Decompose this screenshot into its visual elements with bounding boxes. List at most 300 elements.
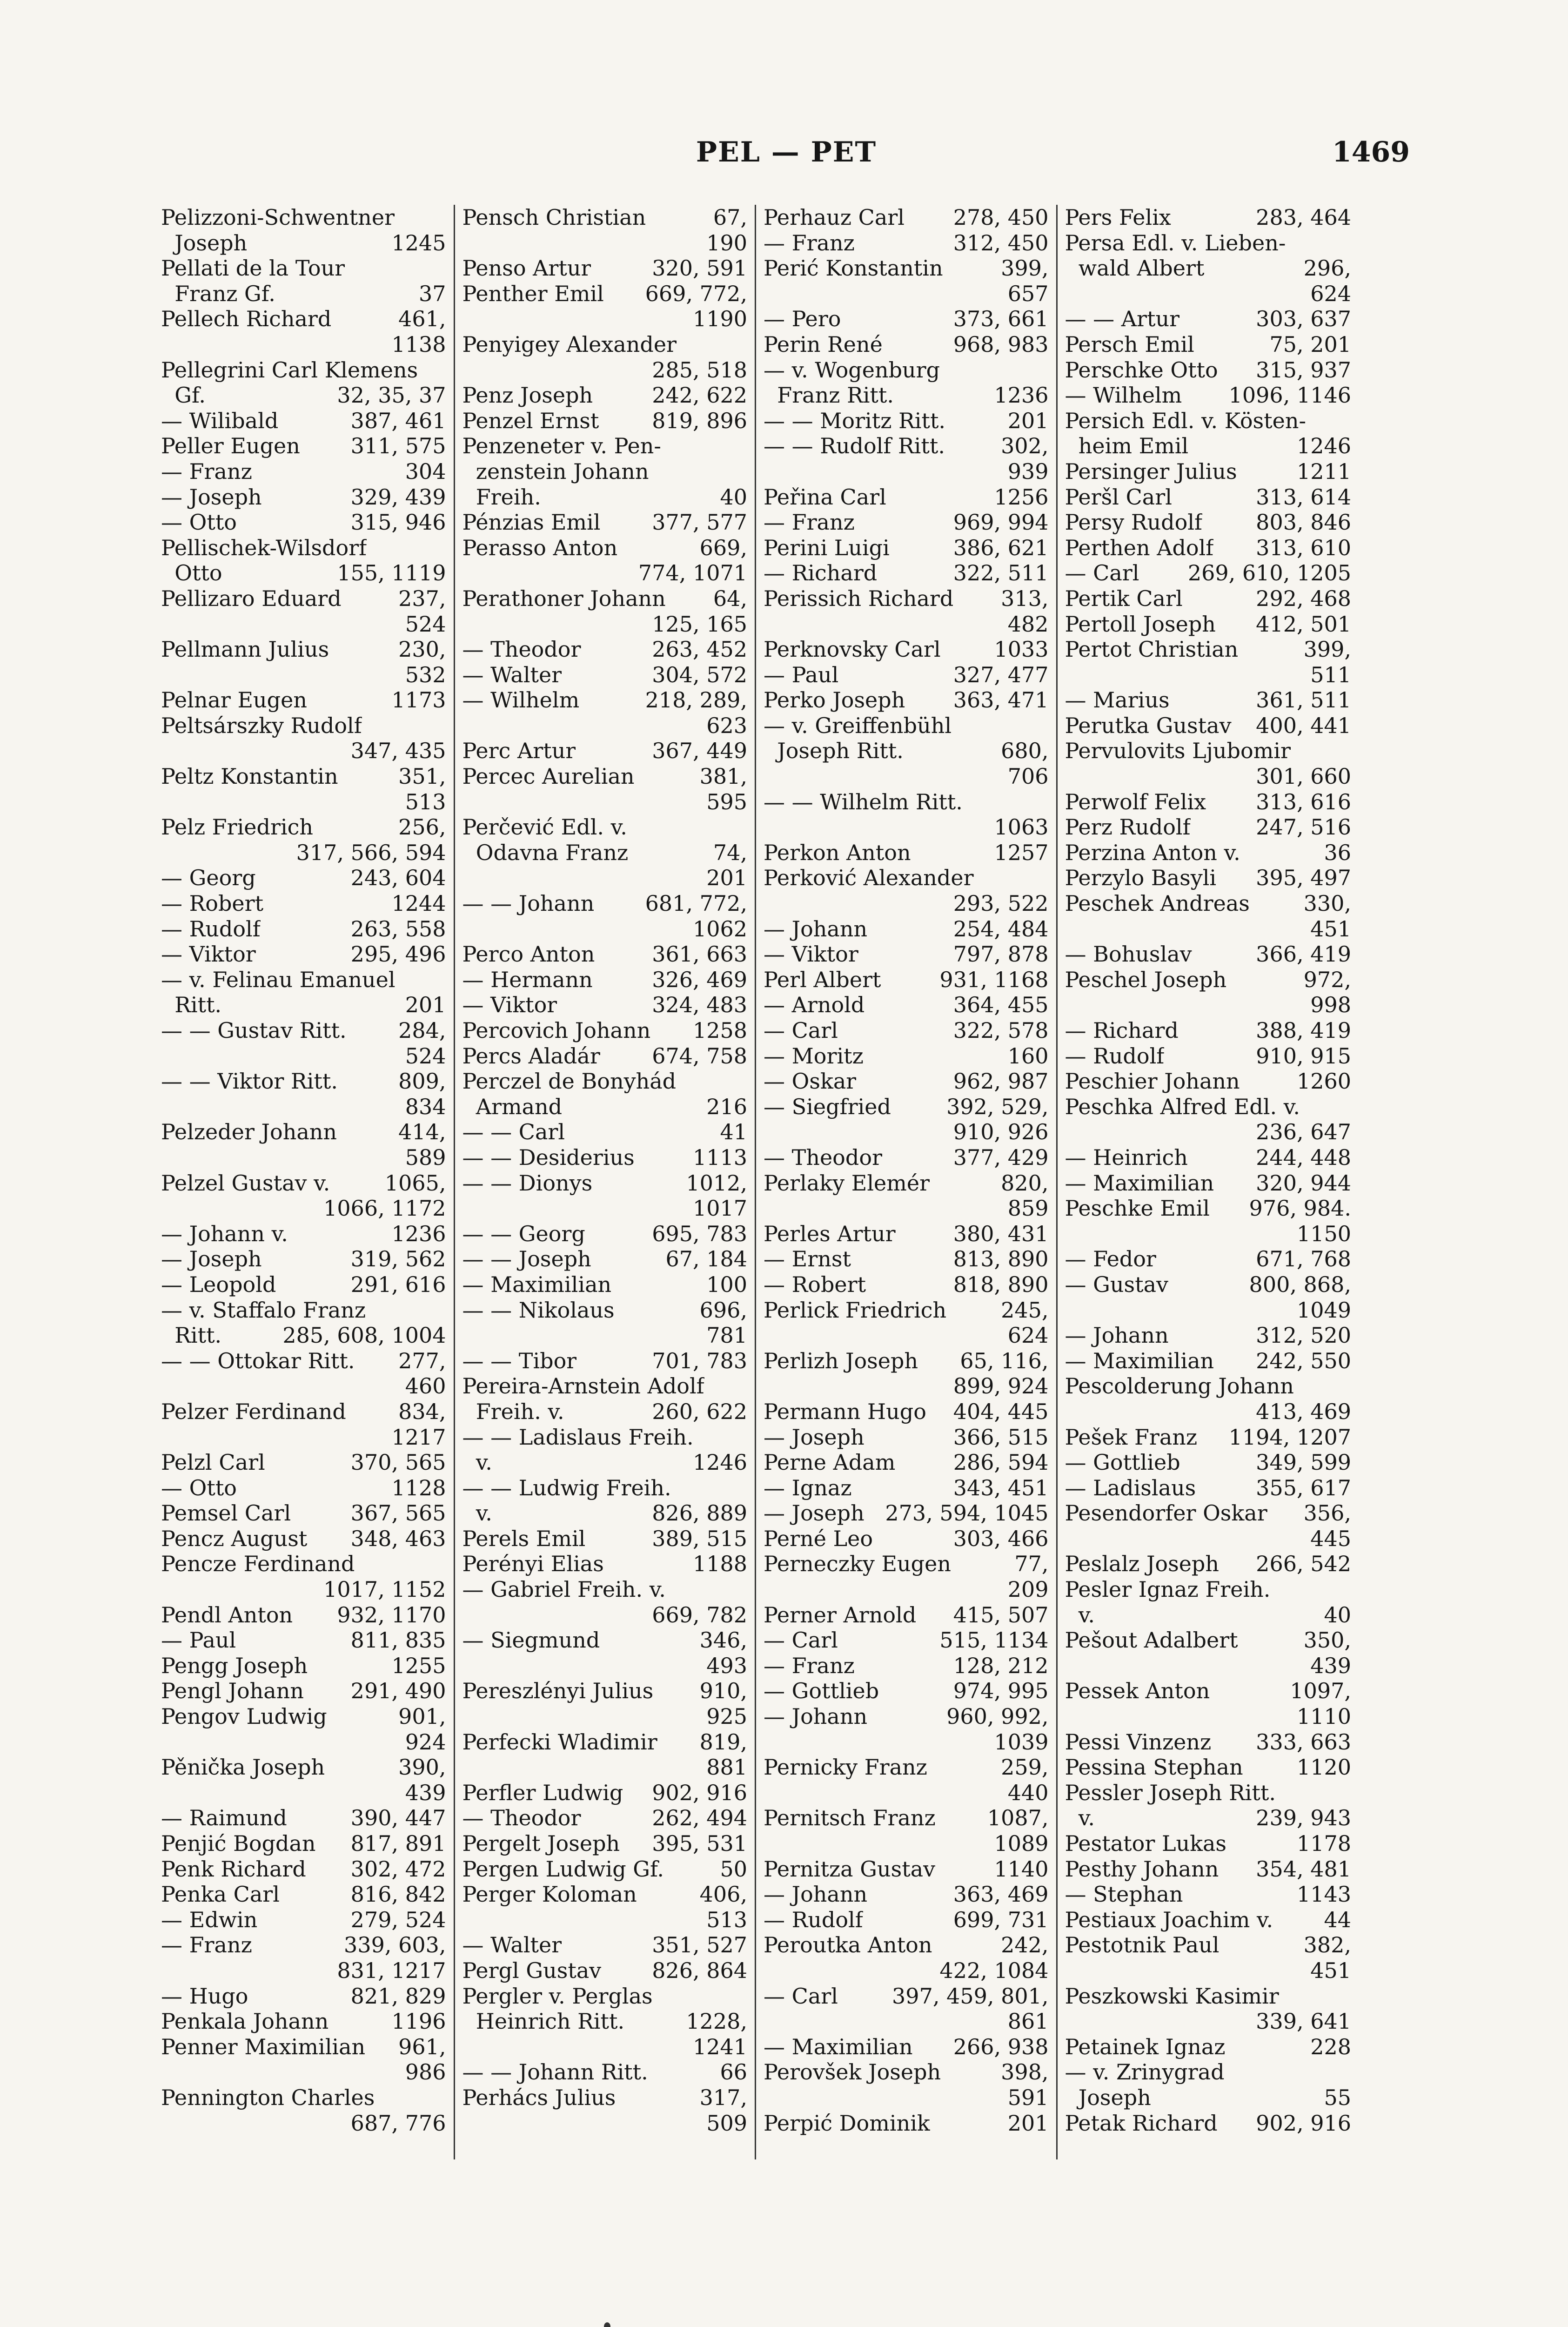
entry-page-refs: 382, — [1303, 1932, 1352, 1958]
entry-name: — — Viktor Ritt. — [161, 1069, 338, 1094]
index-entry — [1065, 1551, 1351, 1577]
entry-name: — Wilhelm — [462, 687, 580, 713]
index-entry — [764, 1119, 1049, 1145]
entry-page-refs: 669, 772, — [645, 281, 748, 306]
index-entry — [764, 1678, 1049, 1704]
entry-page-refs: 1128 — [391, 1475, 446, 1500]
entry-page-refs: 319, 562 — [350, 1246, 446, 1272]
index-entry — [462, 1958, 748, 1984]
index-entry — [1065, 1221, 1351, 1247]
entry-page-refs: 259, — [1001, 1755, 1049, 1780]
entry-name: — — Ottokar Ritt. — [161, 1348, 355, 1373]
entry-name: Peschek Andreas — [1065, 891, 1250, 916]
entry-page-refs: 36 — [1324, 840, 1352, 865]
entry-page-refs: 671, 768 — [1256, 1246, 1352, 1272]
entry-name: Pernitza Gustav — [764, 1856, 936, 1882]
entry-page-refs: 706 — [1007, 764, 1049, 789]
entry-page-refs: 826, 864 — [652, 1957, 748, 1983]
entry-name: Peschka Alfred Edl. v. — [1065, 1094, 1300, 1119]
index-entry — [1065, 840, 1351, 866]
entry-name: Persich Edl. v. Kösten- — [1065, 408, 1307, 433]
index-entry — [764, 2034, 1049, 2060]
entry-page-refs: 44 — [1324, 1907, 1352, 1932]
index-entry — [1065, 2085, 1351, 2111]
index-entry — [1065, 357, 1351, 383]
entry-page-refs: 1190 — [692, 306, 748, 332]
entry-name: Perković Alexander — [764, 865, 974, 891]
entry-page-refs — [1348, 1984, 1351, 2009]
index-entry — [1065, 1678, 1351, 1704]
index-entry — [1065, 865, 1351, 891]
index-entry — [462, 1475, 748, 1501]
entry-page-refs: 902, 916 — [1256, 2110, 1352, 2136]
entry-page-refs: 64, — [713, 585, 748, 611]
index-entry — [1065, 1755, 1351, 1780]
entry-name: Perissich Richard — [764, 585, 954, 611]
index-entry — [1065, 1323, 1351, 1348]
entry-name: v. — [1065, 1805, 1095, 1831]
entry-page-refs: 493 — [706, 1653, 748, 1678]
entry-name: — v. Staffalo Franz — [161, 1297, 366, 1323]
index-entry — [1065, 1399, 1351, 1425]
entry-page-refs: 623 — [706, 713, 748, 738]
index-columns — [154, 205, 1359, 2159]
index-entry — [462, 1500, 748, 1526]
entry-name: Pergl Gustav — [462, 1957, 602, 1983]
entry-page-refs: 269, 610, 1205 — [1187, 560, 1352, 586]
entry-page-refs: 1110 — [1296, 1704, 1352, 1729]
entry-name: Perkon Anton — [764, 840, 911, 865]
entry-page-refs: 390, — [398, 1755, 446, 1780]
entry-page-refs: 283, 464 — [1256, 205, 1352, 230]
entry-page-refs: 302, 472 — [350, 1856, 446, 1882]
entry-page-refs: 511 — [1310, 662, 1352, 687]
index-entry — [1065, 1805, 1351, 1831]
entry-name: Freih. — [462, 484, 541, 510]
index-entry — [462, 637, 748, 662]
entry-page-refs: 834 — [405, 1094, 446, 1119]
index-entry — [462, 916, 748, 942]
index-entry — [462, 2111, 748, 2136]
entry-page-refs: 1066, 1172 — [323, 1196, 446, 1221]
index-entry — [462, 1526, 748, 1552]
entry-name: — Robert — [764, 1271, 866, 1297]
index-entry — [462, 1043, 748, 1069]
entry-name: — — Nikolaus — [462, 1297, 615, 1323]
entry-name: — Viktor — [764, 942, 858, 967]
index-entry — [161, 1602, 446, 1628]
index-entry — [764, 586, 1049, 612]
entry-page-refs: 811, 835 — [350, 1628, 446, 1653]
entry-name: Peslalz Joseph — [1065, 1551, 1220, 1577]
entry-name: Perwolf Felix — [1065, 789, 1206, 814]
entry-name: — — Dionys — [462, 1170, 593, 1196]
entry-page-refs: 364, 455 — [953, 992, 1049, 1018]
index-entry — [764, 1500, 1049, 1526]
entry-page-refs: 1217 — [391, 1424, 446, 1450]
entry-name: Freih. v. — [462, 1399, 564, 1424]
index-entry — [1065, 1729, 1351, 1755]
entry-page-refs: 397, 459, 801, — [892, 1983, 1049, 2009]
index-entry — [1065, 1704, 1351, 1729]
entry-page-refs: 1194, 1207 — [1228, 1424, 1352, 1450]
entry-page-refs: 201 — [706, 865, 748, 891]
entry-name: — Joseph — [764, 1424, 864, 1450]
entry-page-refs: 910, 915 — [1256, 1043, 1352, 1069]
entry-name: Peroutka Anton — [764, 1932, 932, 1958]
entry-page-refs: 50 — [720, 1856, 748, 1882]
entry-name: — — Wilhelm Ritt. — [764, 789, 963, 814]
index-entry — [1065, 1298, 1351, 1323]
index-entry — [161, 1882, 446, 1907]
index-entry — [1065, 1882, 1351, 1907]
entry-name: Penther Emil — [462, 281, 604, 306]
index-entry — [1065, 1170, 1351, 1196]
index-entry — [161, 1425, 446, 1450]
entry-page-refs: 273, 594, 1045 — [885, 1500, 1049, 1526]
entry-page-refs: 317, — [699, 2085, 748, 2110]
index-entry — [161, 789, 446, 815]
entry-name: — Theodor — [764, 1144, 883, 1170]
entry-page-refs: 347, 435 — [350, 738, 446, 764]
index-entry — [1065, 1628, 1351, 1653]
index-entry — [161, 967, 446, 993]
entry-name: Percec Aurelian — [462, 764, 635, 789]
index-entry — [1065, 1373, 1351, 1399]
index-entry — [161, 1526, 446, 1552]
entry-name: — Johann — [764, 1704, 868, 1729]
entry-page-refs: 348, 463 — [350, 1526, 446, 1551]
entry-page-refs: 509 — [706, 2110, 748, 2136]
entry-name: — Gottlieb — [1065, 1450, 1180, 1475]
entry-page-refs: 482 — [1007, 611, 1049, 637]
entry-name: — Richard — [1065, 1018, 1179, 1043]
index-entry — [764, 814, 1049, 840]
index-entry — [1065, 2059, 1351, 2085]
index-entry — [764, 1551, 1049, 1577]
entry-name: Pénzias Emil — [462, 510, 601, 535]
entry-page-refs: 1138 — [391, 331, 446, 357]
entry-page-refs: 245, — [1001, 1297, 1049, 1323]
entry-name: — Viktor — [161, 942, 256, 967]
index-entry — [1065, 1094, 1351, 1120]
index-entry — [161, 433, 446, 459]
index-entry — [764, 256, 1049, 281]
index-entry — [1065, 1500, 1351, 1526]
entry-page-refs: 818, 890 — [953, 1271, 1049, 1297]
index-entry — [462, 1856, 748, 1882]
entry-page-refs: 242, — [1001, 1932, 1049, 1958]
index-entry — [1065, 1958, 1351, 1984]
entry-page-refs: 461, — [398, 306, 446, 332]
entry-name: — Oskar — [764, 1069, 857, 1094]
entry-name: Pesler Ignaz Freih. — [1065, 1577, 1271, 1602]
entry-name: Joseph — [1065, 2085, 1151, 2110]
entry-page-refs: 285, 518 — [652, 357, 748, 383]
entry-page-refs: 66 — [720, 2059, 748, 2085]
entry-name: wald Albert — [1065, 256, 1205, 281]
entry-page-refs: 355, 617 — [1256, 1475, 1352, 1500]
index-entry — [161, 408, 446, 434]
entry-name: — Georg — [161, 865, 256, 891]
entry-name: — — Desiderius — [462, 1144, 635, 1170]
entry-page-refs: 674, 758 — [652, 1043, 748, 1069]
entry-name: zenstein Johann — [462, 458, 649, 484]
index-entry — [462, 306, 748, 332]
entry-page-refs: 809, — [398, 1069, 446, 1094]
entry-page-refs: 680, — [1001, 738, 1049, 764]
index-entry — [161, 1399, 446, 1425]
entry-name: v. — [1065, 1602, 1095, 1628]
entry-page-refs: 388, 419 — [1256, 1018, 1352, 1043]
entry-page-refs: 451 — [1310, 1957, 1352, 1983]
entry-page-refs: 295, 496 — [350, 942, 446, 967]
entry-page-refs: 1097, — [1290, 1678, 1352, 1704]
entry-name: — Leopold — [161, 1271, 276, 1297]
index-entry — [1065, 1272, 1351, 1298]
index-entry — [764, 967, 1049, 993]
index-entry — [764, 1221, 1049, 1247]
index-entry — [161, 560, 446, 586]
index-entry — [764, 408, 1049, 434]
index-entry — [764, 764, 1049, 789]
entry-page-refs — [1348, 2059, 1351, 2085]
index-entry — [1065, 637, 1351, 662]
index-entry — [462, 1373, 748, 1399]
entry-page-refs — [744, 1577, 747, 1602]
entry-name: Peltz Konstantin — [161, 764, 338, 789]
index-entry — [1065, 459, 1351, 484]
entry-page-refs: 414, — [398, 1119, 446, 1145]
index-entry — [161, 764, 446, 789]
entry-name: Perknovsky Carl — [764, 637, 941, 662]
entry-name: Pelzl Carl — [161, 1450, 265, 1475]
entry-page-refs — [443, 357, 446, 383]
index-entry — [161, 1551, 446, 1577]
entry-page-refs: 1096, 1146 — [1228, 383, 1352, 408]
entry-name: Penner Maximilian — [161, 2034, 366, 2059]
index-entry — [462, 2059, 748, 2085]
entry-name: Perko Joseph — [764, 687, 905, 713]
entry-page-refs: 899, 924 — [953, 1373, 1049, 1399]
entry-page-refs: 304, 572 — [652, 662, 748, 687]
entry-page-refs: 817, 891 — [350, 1831, 446, 1856]
index-entry — [161, 1094, 446, 1120]
index-entry — [161, 1348, 446, 1374]
index-entry — [764, 1373, 1049, 1399]
entry-page-refs: 363, 471 — [953, 687, 1049, 713]
index-entry — [764, 510, 1049, 535]
index-entry — [462, 1221, 748, 1247]
entry-page-refs: 591 — [1007, 2085, 1049, 2110]
index-entry — [764, 1323, 1049, 1348]
entry-page-refs: 445 — [1310, 1526, 1352, 1551]
index-entry — [1065, 433, 1351, 459]
index-entry — [462, 1018, 748, 1043]
entry-name: Pelzer Ferdinand — [161, 1399, 346, 1424]
index-entry — [462, 840, 748, 866]
index-entry — [764, 357, 1049, 383]
entry-name: Pernicky Franz — [764, 1755, 927, 1780]
entry-page-refs: 412, 501 — [1256, 611, 1352, 637]
entry-name: Perčević Edl. v. — [462, 814, 627, 840]
entry-page-refs: 924 — [405, 1729, 446, 1755]
index-entry — [462, 1425, 748, 1450]
entry-page-refs: 687, 776 — [350, 2110, 446, 2136]
index-entry — [1065, 1831, 1351, 1856]
entry-name: — — Carl — [462, 1119, 565, 1145]
index-entry — [462, 2034, 748, 2060]
entry-page-refs: 242, 622 — [652, 383, 748, 408]
index-entry — [462, 891, 748, 916]
entry-page-refs: 395, 497 — [1256, 865, 1352, 891]
index-entry — [462, 1246, 748, 1272]
entry-page-refs: 313, 616 — [1256, 789, 1352, 814]
entry-page-refs — [1348, 1780, 1351, 1806]
entry-page-refs: 216 — [706, 1094, 748, 1119]
index-entry — [161, 942, 446, 967]
index-entry — [1065, 2009, 1351, 2034]
index-column-4 — [1058, 205, 1359, 2159]
entry-name: Perhauz Carl — [764, 205, 905, 230]
index-entry — [161, 840, 446, 866]
index-entry — [161, 1069, 446, 1094]
entry-page-refs: 317, 566, 594 — [296, 840, 446, 865]
entry-page-refs: 228 — [1310, 2034, 1352, 2059]
entry-page-refs — [744, 814, 747, 840]
index-entry — [462, 1348, 748, 1374]
entry-name: Franz Ritt. — [764, 383, 894, 408]
entry-page-refs: 351, 527 — [652, 1932, 748, 1958]
entry-page-refs: 377, 577 — [652, 510, 748, 535]
index-column-2 — [455, 205, 757, 2159]
entry-page-refs: 532 — [405, 662, 446, 687]
index-entry — [161, 2034, 446, 2060]
entry-page-refs — [1348, 738, 1351, 764]
index-entry — [1065, 560, 1351, 586]
entry-page-refs: 1241 — [692, 2034, 748, 2059]
entry-name: — Gabriel Freih. v. — [462, 1577, 666, 1602]
entry-name: — — Ladislaus Freih. — [462, 1424, 694, 1450]
index-entry — [161, 1043, 446, 1069]
entry-name: — Pero — [764, 306, 841, 332]
entry-name: v. — [462, 1450, 492, 1475]
entry-page-refs: 303, 637 — [1256, 306, 1352, 332]
entry-page-refs — [744, 1425, 747, 1450]
entry-page-refs: 201 — [1007, 2110, 1049, 2136]
entry-name: — v. Felinau Emanuel — [161, 967, 395, 992]
entry-name: Franz Gf. — [161, 281, 275, 306]
entry-name: Pessek Anton — [1065, 1678, 1210, 1704]
entry-page-refs: 902, 916 — [652, 1780, 748, 1805]
entry-name: — Robert — [161, 891, 264, 916]
index-entry — [161, 281, 446, 307]
entry-page-refs: 695, 783 — [652, 1221, 748, 1246]
entry-page-refs: 209 — [1007, 1577, 1049, 1602]
entry-page-refs — [1348, 230, 1351, 256]
entry-name: — Maximilian — [764, 2034, 913, 2059]
index-entry — [462, 1602, 748, 1628]
entry-page-refs: 324, 483 — [652, 992, 748, 1018]
entry-page-refs: 292, 468 — [1256, 585, 1352, 611]
entry-name: Peschel Joseph — [1065, 967, 1227, 992]
entry-name: Ritt. — [161, 1323, 222, 1348]
entry-page-refs: 1246 — [1296, 433, 1352, 459]
entry-page-refs: 327, 477 — [953, 662, 1049, 687]
entry-name: — — Moritz Ritt. — [764, 408, 946, 433]
entry-name: — Ernst — [764, 1246, 851, 1272]
entry-name: Armand — [462, 1094, 563, 1119]
entry-name: Perfecki Wladimir — [462, 1729, 657, 1755]
entry-page-refs: 312, 450 — [953, 230, 1049, 256]
index-column-1 — [154, 205, 455, 2159]
entry-name: — — Johann Ritt. — [462, 2059, 648, 2085]
entry-page-refs: 399, — [1303, 637, 1352, 662]
index-entry — [161, 1196, 446, 1221]
entry-name: — Gottlieb — [764, 1678, 879, 1704]
entry-name: Perne Adam — [764, 1450, 896, 1475]
entry-page-refs: 925 — [706, 1704, 748, 1729]
entry-name: Pereszlényi Julius — [462, 1678, 654, 1704]
entry-page-refs: 67, — [713, 205, 748, 230]
entry-page-refs: 303, 466 — [953, 1526, 1049, 1551]
entry-page-refs: 291, 616 — [350, 1271, 446, 1297]
entry-name: Pesendorfer Oskar — [1065, 1500, 1267, 1526]
entry-name: — Carl — [764, 1983, 838, 2009]
entry-page-refs: 910, — [699, 1678, 748, 1704]
index-entry — [1065, 332, 1351, 357]
index-entry — [462, 357, 748, 383]
index-entry — [161, 230, 446, 256]
index-entry — [161, 1780, 446, 1806]
entry-page-refs: 278, 450 — [953, 205, 1049, 230]
entry-name: — Franz — [764, 230, 855, 256]
index-entry — [462, 1399, 748, 1425]
entry-page-refs: 201 — [1007, 408, 1049, 433]
index-entry — [462, 687, 748, 713]
entry-page-refs: 513 — [405, 789, 446, 814]
entry-page-refs: 624 — [1007, 1323, 1049, 1348]
entry-page-refs: 254, 484 — [953, 916, 1049, 942]
index-entry — [1065, 713, 1351, 739]
entry-name: — — Joseph — [462, 1246, 591, 1272]
entry-page-refs: 37 — [418, 281, 446, 306]
entry-name: — v. Zrinygrad — [1065, 2059, 1225, 2085]
index-entry — [764, 1425, 1049, 1450]
entry-name: — Theodor — [462, 1805, 581, 1831]
entry-page-refs — [443, 205, 446, 230]
index-entry — [764, 1958, 1049, 1984]
index-entry — [161, 1450, 446, 1475]
index-entry — [462, 1577, 748, 1602]
entry-name: Joseph — [161, 230, 248, 256]
entry-page-refs: 339, 603, — [344, 1932, 446, 1958]
entry-name: Petak Richard — [1065, 2110, 1218, 2136]
entry-name: Perin René — [764, 331, 883, 357]
entry-name: — — Ludwig Freih. — [462, 1475, 671, 1500]
index-entry — [764, 992, 1049, 1018]
entry-page-refs: 380, 431 — [953, 1221, 1049, 1246]
index-entry — [764, 1069, 1049, 1094]
index-entry — [462, 1145, 748, 1170]
entry-page-refs: 1089 — [994, 1831, 1049, 1856]
entry-name: — Viktor — [462, 992, 557, 1018]
entry-page-refs: 239, 943 — [1256, 1805, 1352, 1831]
index-entry — [462, 205, 748, 230]
index-entry — [1065, 281, 1351, 307]
index-entry — [462, 1755, 748, 1780]
entry-page-refs: 389, 515 — [652, 1526, 748, 1551]
